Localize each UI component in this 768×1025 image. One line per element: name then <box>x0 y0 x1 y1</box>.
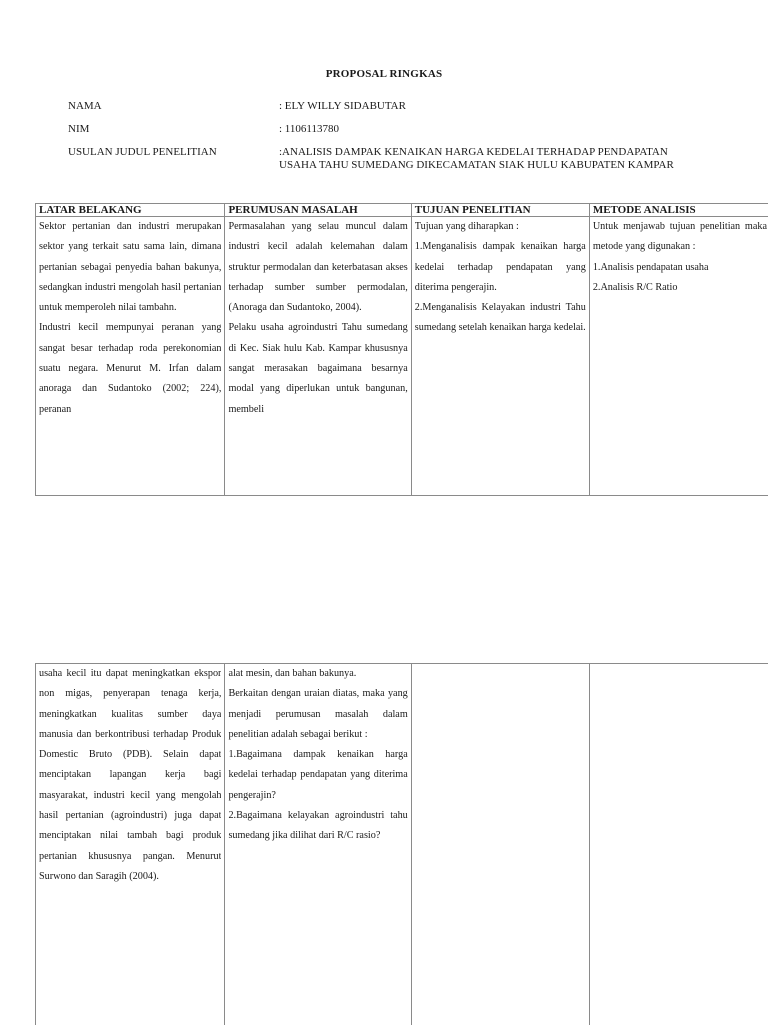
page-title: PROPOSAL RINGKAS <box>0 68 768 80</box>
header-latar-belakang: LATAR BELAKANG <box>36 204 225 217</box>
cell-latar-belakang-cont <box>36 664 225 1025</box>
tujuan-item-2: 2.Menganalisis Kelayakan industri Tahu sumedang setelah kenaikan harga kedelai. <box>415 298 586 339</box>
perumusan-continued-2: Berkaitan dengan uraian diatas, maka yang menjadi perumusan masalah dalam penelitian adalah sebagai berikut : <box>228 684 407 745</box>
proposal-table-page-2 <box>35 663 768 1025</box>
cell-metode-analisis-cont <box>589 664 768 1025</box>
metode-item-2: 2.Analisis R/C Ratio <box>593 278 767 298</box>
latar-continued: usaha kecil itu dapat meningkatkan ekspor non migas, penyerapan tenaga kerja, meningkatkan kualitas sumber daya manusia dan berkontribusi terhadap Produk Domestic Bruto (PDB). Selain dapat menciptakan lapangan kerja bagi masyarakat, industri kecil yang mengolah hasil pertanian (agroindustri) juga dapat menciptakan nilai tambah bagi produk pertanian khususnya pangan. Menurut Surwono dan Saragih (2004). <box>39 664 221 1025</box>
nama-label: NAMA <box>68 100 278 113</box>
judul-line-1: :ANALISIS DAMPAK KENAIKAN HARGA KEDELAI TERHADAP PENDAPATAN <box>279 146 719 159</box>
perumusan-question-1: 1.Bagaimana dampak kenaikan harga kedelai terhadap pendapatan yang diterima pengerajin? <box>228 745 407 806</box>
table-row <box>36 217 768 496</box>
table-row <box>36 664 768 1025</box>
perumusan-question-2: 2.Bagaimana kelayakan agroindustri tahu sumedang jika dilihat dari R/C rasio? <box>228 806 407 847</box>
cell-latar-belakang <box>36 217 225 496</box>
cell-perumusan-masalah <box>225 217 411 496</box>
metode-intro: Untuk menjawab tujuan penelitian maka metode yang digunakan : <box>593 217 767 258</box>
judul-line-2: USAHA TAHU SUMEDANG DIKECAMATAN SIAK HULU KABUPATEN KAMPAR <box>279 159 719 172</box>
judul-value <box>279 146 719 172</box>
proposal-table-page-1 <box>35 203 768 496</box>
cell-tujuan-penelitian <box>411 217 589 496</box>
perumusan-paragraph-2: Pelaku usaha agroindustri Tahu sumedang di Kec. Siak hulu Kab. Kampar khususnya sangat merasakan bagaimana besarnya modal yang diperlukan untuk bangunan, membeli <box>228 318 407 419</box>
table-header-row <box>36 204 768 217</box>
header-metode-analisis: METODE ANALISIS <box>589 204 768 217</box>
cell-metode-analisis <box>589 217 768 496</box>
judul-label: USULAN JUDUL PENELITIAN <box>68 146 278 159</box>
nim-value: : 1106113780 <box>279 123 719 136</box>
perumusan-paragraph-1: Permasalahan yang selau muncul dalam industri kecil adalah kelemahan dalam struktur permodalan dan keterbatasan akses terhadap sumber sumber permodalan, (Anoraga dan Sudantoko, 2004). <box>228 217 407 318</box>
latar-paragraph-2: Industri kecil mempunyai peranan yang sangat besar terhadap roda perekonomian suatu negara. Menurut M. Irfan dalam anoraga dan Sudantoko (2002; 224), peranan <box>39 318 221 419</box>
tujuan-intro: Tujuan yang diharapkan : <box>415 217 586 237</box>
nama-value: : ELY WILLY SIDABUTAR <box>279 100 719 113</box>
header-perumusan-masalah: PERUMUSAN MASALAH <box>225 204 411 217</box>
latar-paragraph-1: Sektor pertanian dan industri merupakan sektor yang terkait satu sama lain, dimana pertanian sebagai penyedia bahan bakunya, sedangkan industri mengolah hasil pertanian untuk memperoleh nilai tambahn. <box>39 217 221 318</box>
nim-label: NIM <box>68 123 278 136</box>
tujuan-item-1: 1.Menganalisis dampak kenaikan harga kedelai terhadap pendapatan yang diterima pengerajin. <box>415 237 586 298</box>
perumusan-continued-1: alat mesin, dan bahan bakunya. <box>228 664 407 684</box>
cell-perumusan-masalah-cont <box>225 664 411 1025</box>
header-tujuan-penelitian: TUJUAN PENELITIAN <box>411 204 589 217</box>
metode-item-1: 1.Analisis pendapatan usaha <box>593 258 767 278</box>
cell-tujuan-penelitian-cont <box>411 664 589 1025</box>
